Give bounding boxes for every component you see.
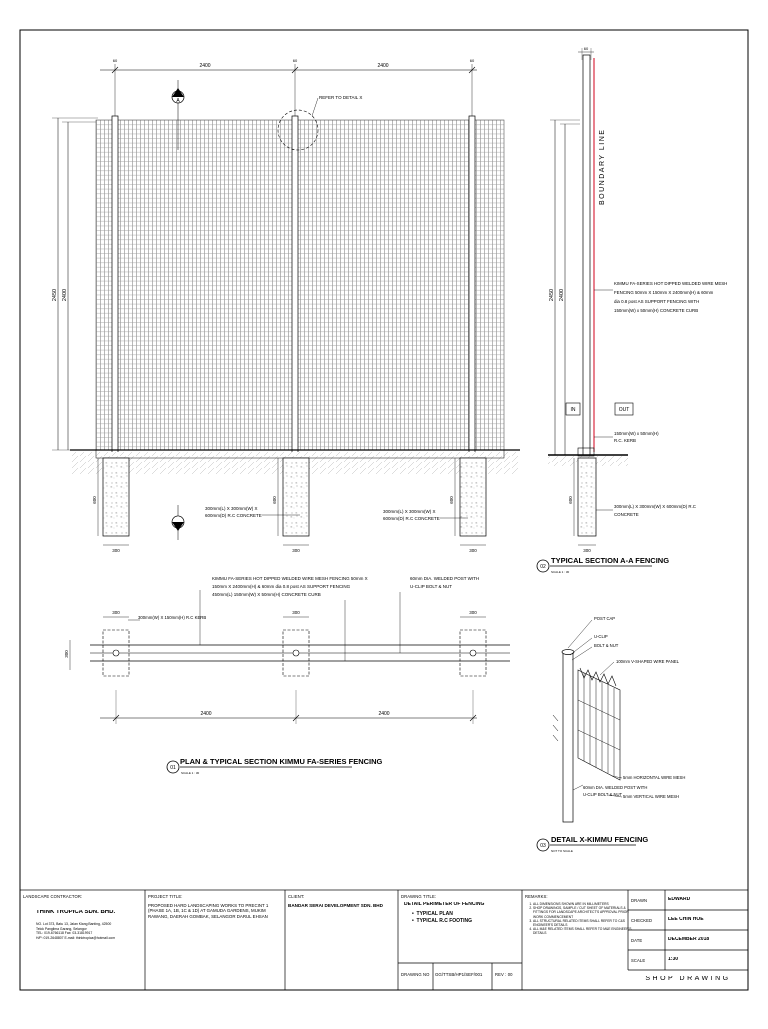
title-block [20,890,748,990]
drawing-no-label: DRAWING NO [401,972,430,977]
svg-text:02: 02 [540,564,546,570]
footing-right [460,458,486,536]
svg-text:300mm(L) X 300mm(W) X: 300mm(L) X 300mm(W) X [205,506,258,511]
svg-text:300: 300 [64,650,69,658]
checked-label: CHECKED [631,918,653,923]
project-title: PROPOSED HARD LANDSCAPING WORKS TO PRECINT 1 (PHASE 1A, 1B, 1C & 1D) AT GAMUDA GARDENS, MUKIM RAWANG, DAERAH GOMBAK, SELANGOR DARUL EHSAN [148,903,269,919]
drawing-no: GG/TTSB/HP1/SEF/001 [435,972,483,977]
svg-text:150mm(W) x 50mm(H): 150mm(W) x 50mm(H) [614,431,659,436]
svg-text:dia 0.8 post AS SUPPORT FENCIN: dia 0.8 post AS SUPPORT FENCING WITH [614,299,700,304]
contractor-name: THINK TROPICA SDN. BHD. [36,910,116,915]
svg-text:TYPICAL SECTION A-A FENCING: TYPICAL SECTION A-A FENCING [551,556,670,565]
title-03 [537,835,648,853]
svg-text:300mm(L) X 300mm(W) X: 300mm(L) X 300mm(W) X [383,509,436,514]
svg-text:03: 03 [540,843,546,849]
dim-height-inner: 2400 [62,288,68,302]
svg-text:KIMMU FA-SERIES HOT DIPPED WEL: KIMMU FA-SERIES HOT DIPPED WELDED WIRE MESH [614,281,728,286]
date-label: DATE [631,938,643,943]
dim-post-c: 60 [469,58,475,63]
drawn-value: EDWARD [668,897,691,902]
svg-text:150mm X 2400mm(H) & 60mm dia 0: 150mm X 2400mm(H) & 60mm dia 0.8 post AS SUPPORT FENCING [212,584,351,589]
boundary-line-label: BOUNDARY LINE [599,128,606,205]
svg-text:60mm DIA. WELDED POST WITH: 60mm DIA. WELDED POST WITH [410,576,480,581]
mesh-panel [96,120,504,450]
client-label: CLIENT: [288,894,305,899]
svg-text:300: 300 [292,548,300,553]
svg-text:01: 01 [170,765,176,771]
svg-text:300: 300 [292,610,300,615]
svg-text:600mm(D) R.C CONCRETE: 600mm(D) R.C CONCRETE [205,513,262,518]
dim-post-b: 60 [292,58,298,63]
svg-text:SCALE 1 : 30: SCALE 1 : 30 [551,570,570,574]
svg-text:A: A [176,516,180,522]
svg-text:600mm(D) R.C CONCRETE: 600mm(D) R.C CONCRETE [383,516,440,521]
svg-text:FENCING 50mm X 150mm X 2400mm(: FENCING 50mm X 150mm X 2400mm(H) & 60mm [614,290,714,295]
svg-text:600: 600 [568,496,573,504]
svg-text:2400: 2400 [200,711,212,717]
svg-text:A: A [176,98,180,104]
fence-plan [64,576,510,775]
contractor-address: NO. Lot 373, Batu 13, Jalan Klang Banting, 42500 Telok Panglima Garang, Selangor TEL: 019-6766118 Fax: 03-31819917 H/P: 019-2648807 E-mail: thinktropica@hotmail.com [36,922,116,940]
svg-text:60mm DIA. WELDED POST WITH: 60mm DIA. WELDED POST WITH [583,785,648,790]
section-marker-bottom [172,505,184,540]
drawing-title-label: DRAWING TITLE: [401,894,437,899]
post-middle [292,116,298,511]
svg-text:300: 300 [469,610,477,615]
svg-text:POST CAP: POST CAP [594,616,616,621]
svg-text:2400: 2400 [378,711,390,717]
svg-text:PLAN & TYPICAL SECTION KIMMU F: PLAN & TYPICAL SECTION KIMMU FA-SERIES FENCING [180,757,383,766]
remarks-list: 1. ALL DIMENSIONS SHOWN ARE IN MILLIMETERS 2. SHOP DRAWINGS, SAMPLE / CUT SHEET OF MATERIALS & FITTINGS FOR LANDSCAPE ARCHITECT'S APPROVAL PRIOR WORK COMMENCEMENT 3. ALL STRUCTURAL RELATED ITEMS SHALL REFER TO C&S ENGINEER'S DETAILS 4. ALL M&E RELATED ITEMS SHALL REFER TO M&E ENGINEER'S DETAILS [525,902,635,936]
dim-post-a: 60 [112,58,118,63]
title-01 [167,757,383,775]
svg-text:300: 300 [583,548,591,553]
remarks-label: REMARKS: [525,894,548,899]
svg-text:300mm(L) X 300mm(W) X 600mm(D): 300mm(L) X 300mm(W) X 600mm(D) R.C [614,504,696,509]
shop-drawing-stamp: SHOP DRAWING [645,976,731,982]
post-right [469,116,475,511]
svg-text:DETAIL X-KIMMU FENCING: DETAIL X-KIMMU FENCING [551,835,649,844]
fence-elevation [52,58,520,553]
svg-text:600: 600 [449,496,454,504]
svg-text:300: 300 [112,548,120,553]
svg-text:300mm(W) X 150mm(H) R.C KERB: 300mm(W) X 150mm(H) R.C KERB [138,615,207,620]
detail-post [563,652,573,822]
footing-left [103,458,129,536]
svg-text:IN: IN [570,407,576,413]
svg-text:100mm V-SHAPED WIRE PANEL: 100mm V-SHAPED WIRE PANEL [616,659,679,664]
drawn-label: DRAWN [631,898,648,903]
svg-text:2400: 2400 [559,288,565,302]
dim-height-outer: 2450 [52,288,58,302]
project-label: PROJECT TITLE: [148,894,183,899]
client-name: BANDAR SERAI DEVELOPMENT SDN. BHD [288,903,383,908]
scale-label: SCALE [631,958,646,963]
svg-text:U-CLIP BOLT & NUT: U-CLIP BOLT & NUT [410,584,453,589]
drawing-title: DETAIL PERIMETER OF FENCING [404,902,485,907]
detail-x [537,616,685,853]
detail-post-cap [562,650,574,655]
refer-detail-label: REFER TO DETAIL X [319,95,363,100]
svg-text:NOT TO SCALE: NOT TO SCALE [551,849,573,853]
drawing-items: • TYPICAL PLAN • TYPICAL R.C FOOTING [412,911,472,924]
svg-text:5mm VERTICAL WIRE MESH: 5mm VERTICAL WIRE MESH [623,794,680,799]
svg-text:OUT: OUT [618,407,630,413]
date-value: DECEMBER 2018 [668,937,710,942]
svg-text:60: 60 [583,46,589,51]
title-02 [537,556,669,574]
svg-text:450mm(L) 150mm(W) X 50mm(H) CO: 450mm(L) 150mm(W) X 50mm(H) CONCRETE CURB [212,592,321,597]
svg-text:600: 600 [92,496,97,504]
svg-text:KIMMU FA-SERIES HOT DIPPED WEL: KIMMU FA-SERIES HOT DIPPED WELDED WIRE MESH FENCING 50mm X [212,576,368,581]
contractor-label: LANDSCAPE CONTRACTOR: [23,894,83,899]
svg-text:150mm(W) x 50mm(H) CONCRETE CU: 150mm(W) x 50mm(H) CONCRETE CURB [614,308,699,313]
dim-span-left: 2400 [199,63,211,69]
dim-span-right: 2400 [377,63,389,69]
section-aa [537,46,727,574]
section-footing [578,458,596,536]
svg-text:5mm HORIZONTAL WIRE MESH: 5mm HORIZONTAL WIRE MESH [623,775,686,780]
svg-text:300: 300 [469,548,477,553]
post-left [112,116,118,511]
revision: REV : 00 [495,972,513,977]
svg-text:2450: 2450 [549,288,555,302]
scale-value: 1:30 [668,957,679,962]
svg-text:R.C. KERB: R.C. KERB [614,438,636,443]
svg-text:SCALE 1 : 30: SCALE 1 : 30 [181,771,200,775]
section-post [583,55,590,455]
svg-text:600: 600 [272,496,277,504]
svg-text:CONCRETE: CONCRETE [614,512,639,517]
svg-text:300: 300 [112,610,120,615]
svg-text:U-CLIP BOLT & NUT: U-CLIP BOLT & NUT [583,792,623,797]
checked-value: LEE CHIN HOE [668,917,704,922]
svg-text:U-CLIP: U-CLIP [594,634,608,639]
footing-middle [283,458,309,536]
svg-text:BOLT & NUT: BOLT & NUT [594,643,619,648]
